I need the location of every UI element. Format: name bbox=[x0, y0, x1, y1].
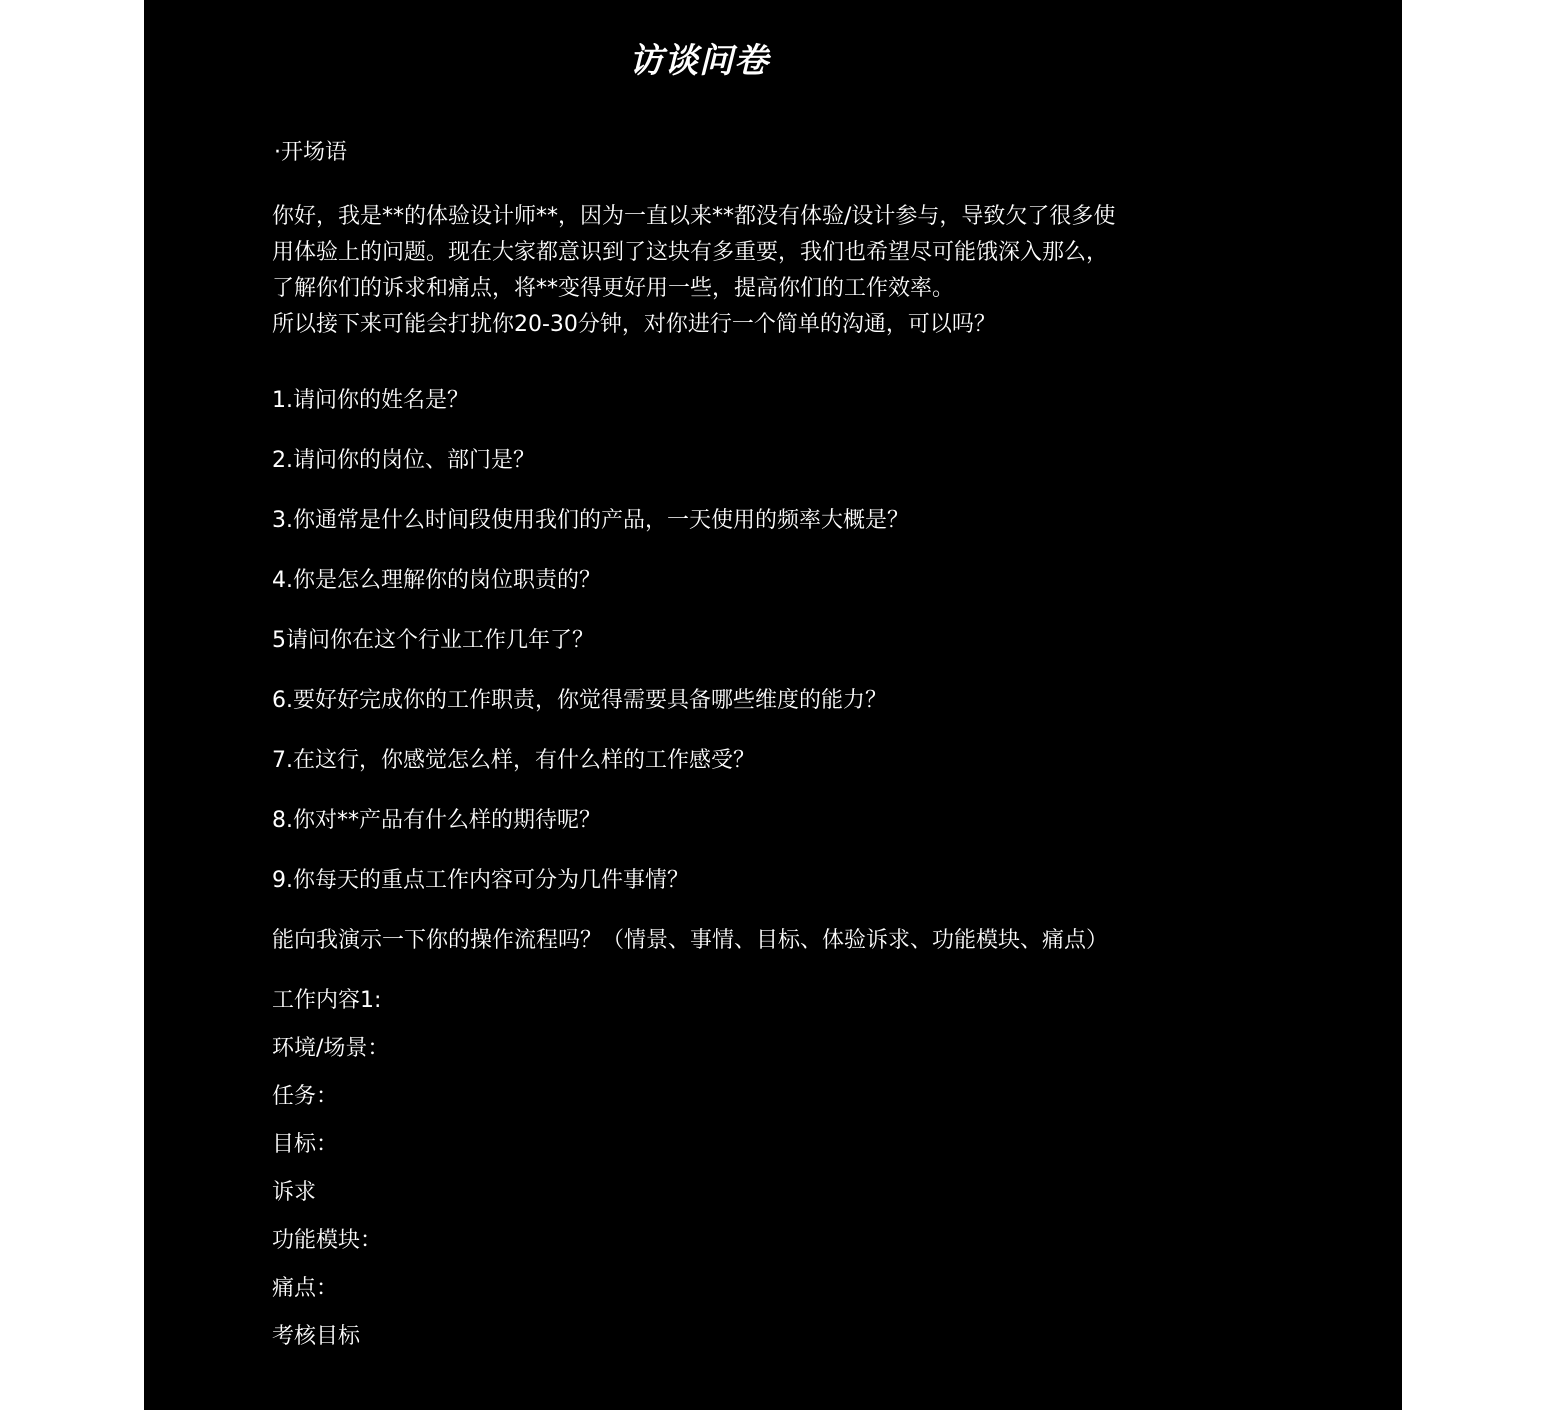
field-function-module: 功能模块： bbox=[272, 1228, 383, 1253]
question-3: 3.你通常是什么时间段使用我们的产品，一天使用的频率大概是？ bbox=[272, 508, 909, 533]
question-5: 5请问你在这个行业工作几年了？ bbox=[272, 628, 594, 653]
field-demand: 诉求 bbox=[272, 1180, 317, 1205]
field-goal: 目标： bbox=[272, 1132, 339, 1157]
question-7: 7.在这行，你感觉怎么样，有什么样的工作感受？ bbox=[272, 748, 755, 773]
field-task: 任务： bbox=[272, 1084, 339, 1109]
field-environment: 环境/场景： bbox=[272, 1036, 390, 1061]
document-page bbox=[144, 0, 1402, 1410]
opening-line: 了解你们的诉求和痛点，将**变得更好用一些，提高你们的工作效率。 bbox=[272, 276, 955, 301]
opening-paragraph bbox=[272, 199, 1212, 343]
field-work-content: 工作内容1: bbox=[272, 988, 382, 1013]
opening-label: ·开场语 bbox=[274, 140, 347, 165]
question-demo-workflow: 能向我演示一下你的操作流程吗？（情景、事情、目标、体验诉求、功能模块、痛点） bbox=[272, 928, 1109, 953]
field-assessment-goal: 考核目标 bbox=[272, 1324, 361, 1349]
opening-line: 你好，我是**的体验设计师**，因为一直以来**都没有体验/设计参与，导致欠了很多使 bbox=[272, 204, 1116, 229]
page-title: 访谈问卷 bbox=[629, 41, 769, 81]
question-8: 8.你对**产品有什么样的期待呢？ bbox=[272, 808, 601, 833]
opening-line: 用体验上的问题。现在大家都意识到了这块有多重要，我们也希望尽可能饿深入那么， bbox=[272, 240, 1109, 265]
field-pain-point: 痛点： bbox=[272, 1276, 339, 1301]
opening-line: 所以接下来可能会打扰你20-30分钟，对你进行一个简单的沟通，可以吗？ bbox=[272, 312, 996, 337]
question-2: 2.请问你的岗位、部门是？ bbox=[272, 448, 535, 473]
question-6: 6.要好好完成你的工作职责，你觉得需要具备哪些维度的能力？ bbox=[272, 688, 887, 713]
question-4: 4.你是怎么理解你的岗位职责的？ bbox=[272, 568, 601, 593]
question-1: 1.请问你的姓名是？ bbox=[272, 388, 469, 413]
question-9: 9.你每天的重点工作内容可分为几件事情？ bbox=[272, 868, 689, 893]
